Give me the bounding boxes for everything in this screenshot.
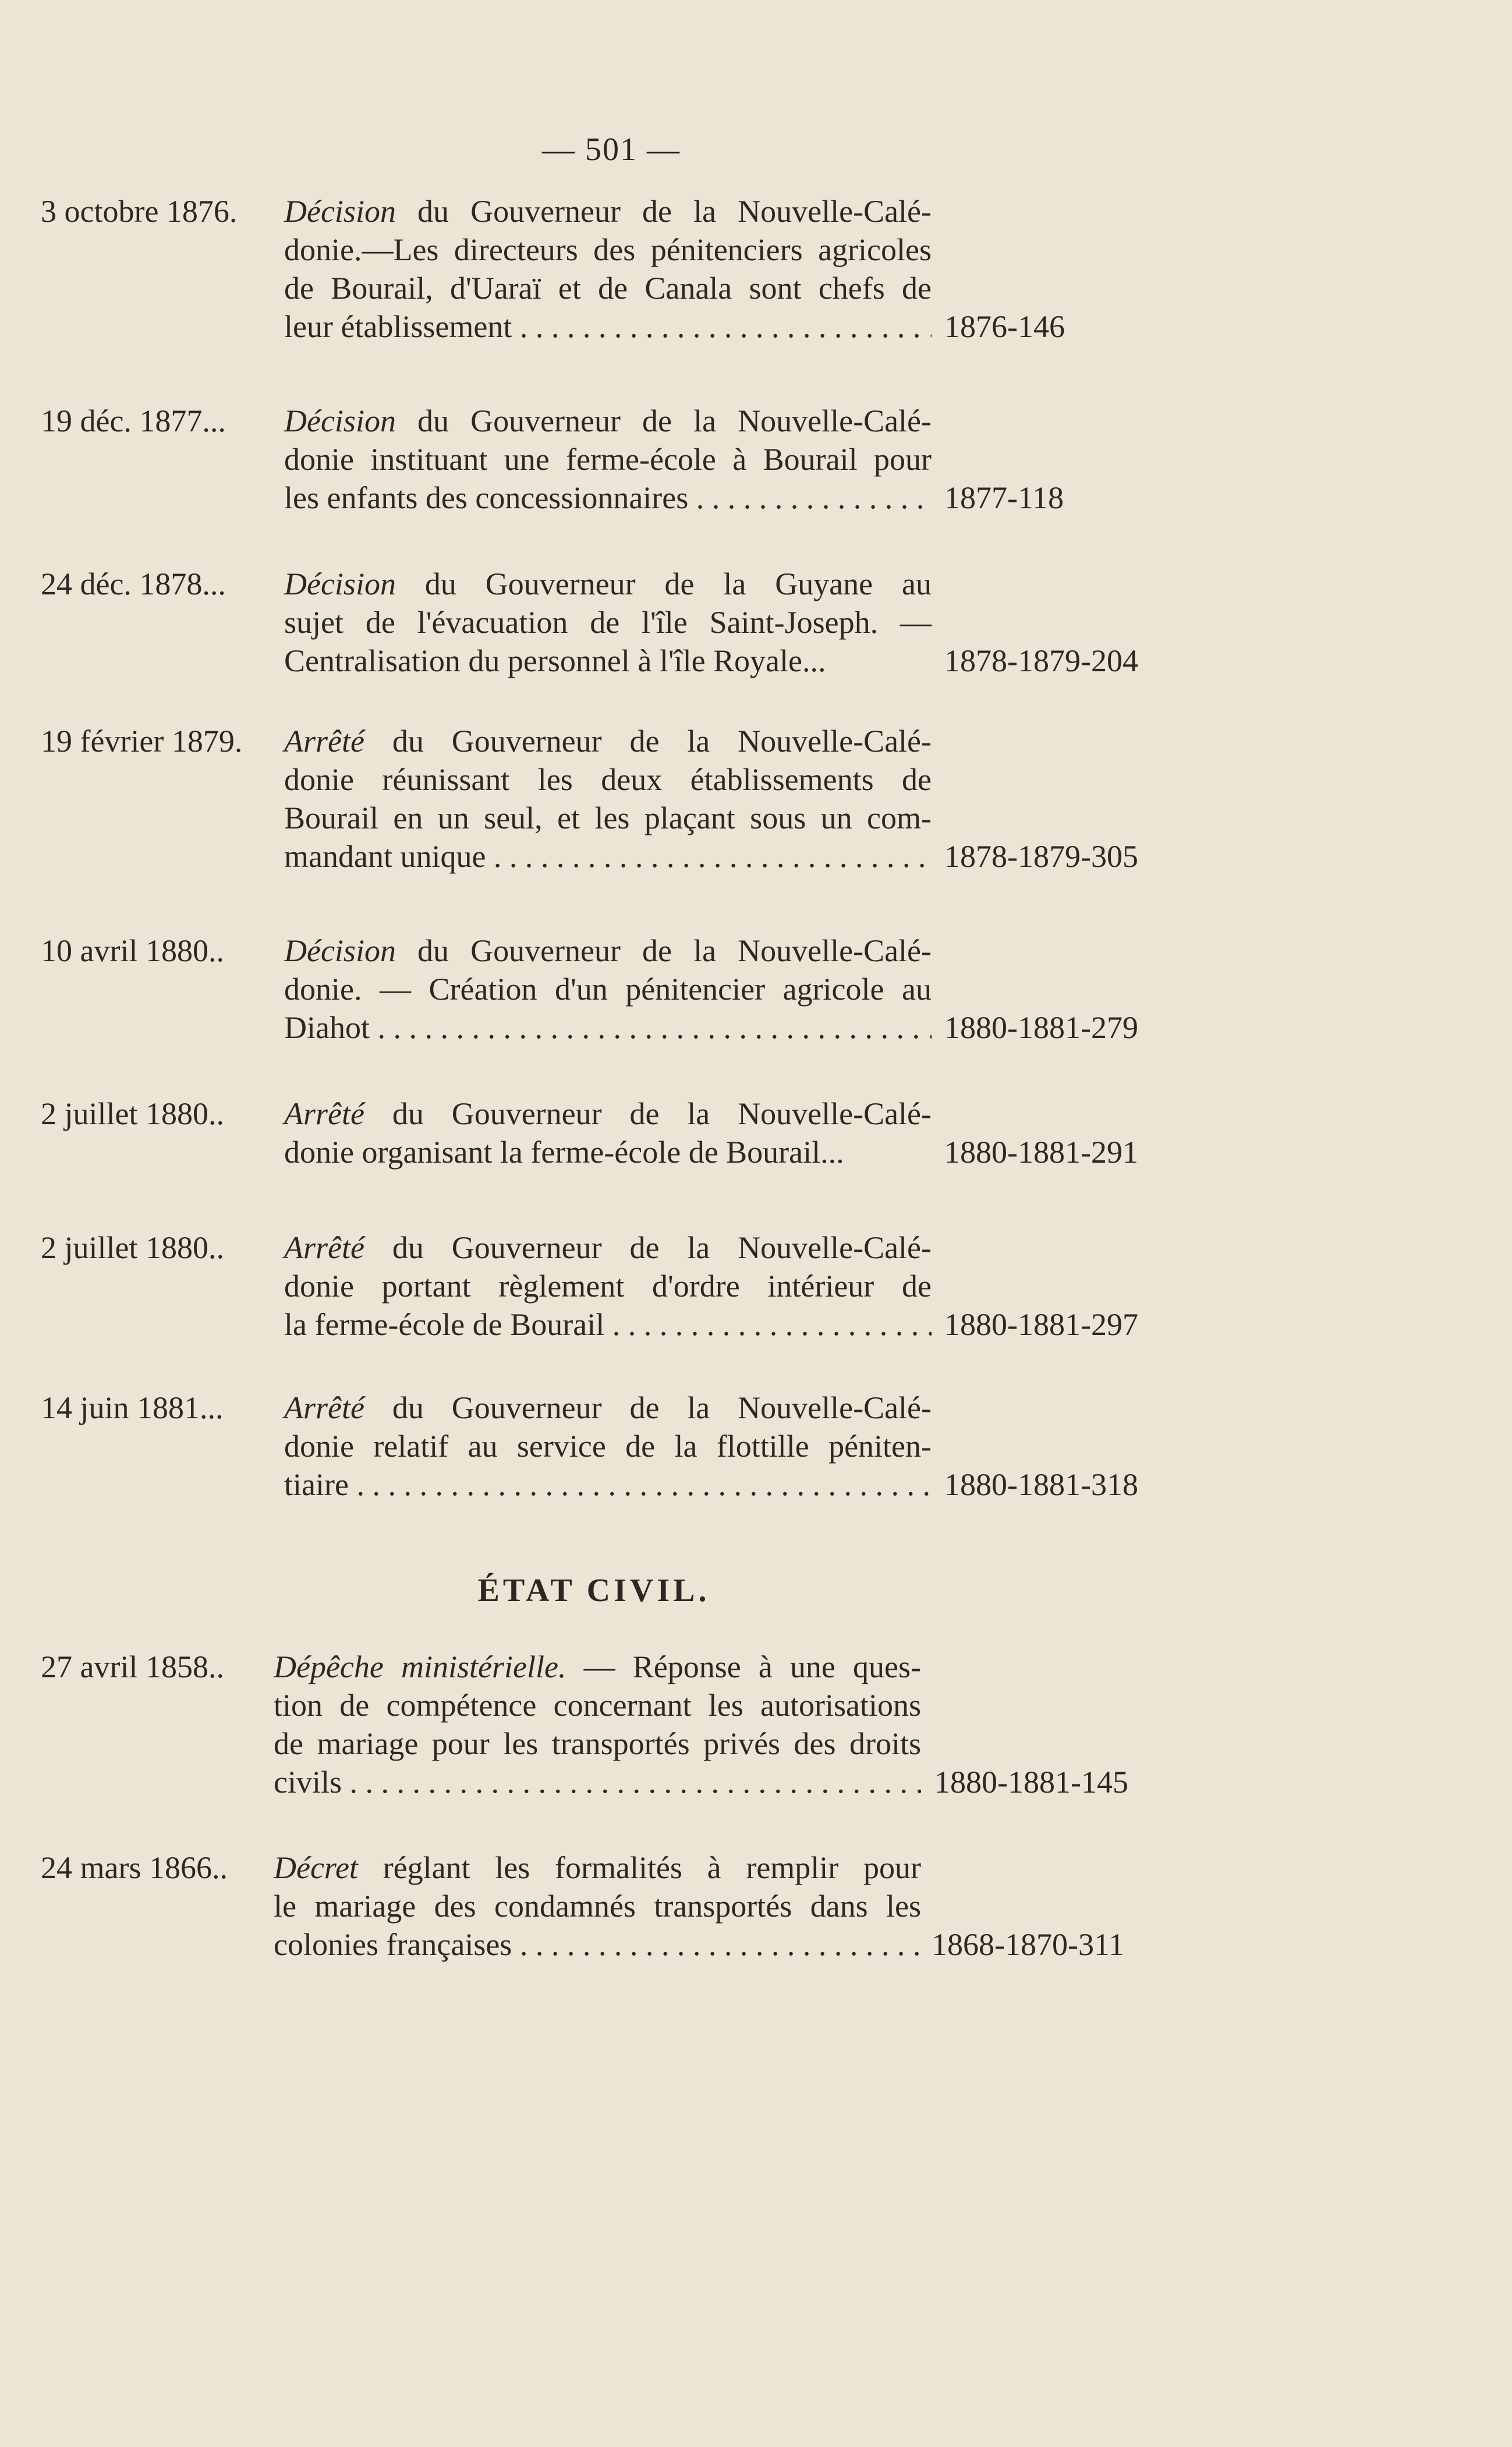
entry-line: de Bourail, d'Uaraï et de Canala sont chefs de — [284, 271, 932, 306]
entry-text — [274, 1648, 921, 1801]
entry-text — [284, 402, 932, 517]
entry-last-line: Centralisation du personnel à l'île Royale... — [284, 643, 826, 678]
entry-text — [284, 192, 932, 346]
entry-date: 19 déc. 1877... — [41, 403, 226, 438]
entry-line: donie.—Les directeurs des pénitenciers agricoles — [284, 232, 932, 267]
entry-kind: Arrêté — [284, 1096, 364, 1131]
entry-line-text: — Réponse à une ques- — [566, 1649, 921, 1684]
entry-line — [284, 1228, 932, 1267]
entry-kind: Dépêche ministérielle. — [274, 1649, 566, 1684]
entry-line-text: du Gouverneur de la Guyane au — [395, 566, 932, 601]
entry-date: 2 juillet 1880.. — [41, 1230, 224, 1265]
entry-line: Bourail en un seul, et les plaçant sous un com- — [284, 801, 932, 835]
entry-reference: 1876-146 — [944, 309, 1065, 344]
entry-last-text: mandant unique . . . — [284, 837, 932, 876]
entry-kind: Arrêté — [284, 1390, 364, 1425]
entry-line — [284, 1095, 932, 1133]
entry-line-text: du Gouverneur de la Nouvelle-Calé- — [364, 1230, 932, 1265]
entry-date: 19 février 1879. — [41, 724, 243, 759]
entry-text — [284, 1228, 932, 1344]
entry-line-text: du Gouverneur de la Nouvelle-Calé- — [364, 1390, 932, 1425]
entry-reference: 1868-1870-311 — [932, 1927, 1124, 1962]
entry-date: 14 juin 1881... — [41, 1390, 224, 1425]
entry-last-text: Diahot . . . — [284, 1008, 932, 1047]
entry-last-line — [284, 307, 932, 346]
entry-line — [284, 1389, 932, 1427]
entry-reference: 1880-1881-318 — [944, 1467, 1138, 1502]
entry-last-text: civils . . . — [274, 1763, 921, 1801]
entry-text — [284, 1095, 932, 1171]
entry-date: 3 octobre 1876. — [41, 194, 238, 229]
entry-line-text: du Gouverneur de la Nouvelle-Calé- — [395, 403, 932, 438]
entry-last-text: les enfants des concessionnaires . . . — [284, 479, 932, 517]
entry-line — [274, 1848, 921, 1887]
entry-date: 24 mars 1866.. — [41, 1850, 228, 1885]
entry-text — [284, 1389, 932, 1504]
entry-date: 24 déc. 1878... — [41, 566, 226, 601]
entry-line: donie relatif au service de la flottille péniten- — [284, 1429, 932, 1464]
entry-kind: Décision — [284, 403, 396, 438]
entry-kind: Décision — [284, 194, 396, 229]
entry-last-line — [284, 1465, 932, 1504]
entry-date: 10 avril 1880.. — [41, 933, 224, 968]
entry-last-line — [284, 1305, 932, 1344]
entry-text — [284, 722, 932, 876]
entry-line: tion de compétence concernant les autorisations — [274, 1688, 921, 1723]
entry-line-text: réglant les formalités à remplir pour — [357, 1850, 921, 1885]
entry-text — [274, 1848, 921, 1964]
entry-line — [284, 722, 932, 760]
entry-last-line — [274, 1763, 921, 1801]
entry-last-text: la ferme-école de Bourail . . . — [284, 1305, 932, 1344]
entry-last-line — [284, 1008, 932, 1047]
section-heading: ÉTAT CIVIL. — [477, 1573, 710, 1609]
entry-last-line — [274, 1925, 921, 1964]
entry-date: 2 juillet 1880.. — [41, 1096, 224, 1131]
entry-line-text: du Gouverneur de la Nouvelle-Calé- — [395, 194, 932, 229]
entry-line: de mariage pour les transportés privés des droits — [274, 1726, 921, 1761]
entry-line-text: du Gouverneur de la Nouvelle-Calé- — [395, 933, 932, 968]
entry-line — [284, 402, 932, 440]
entry-date: 27 avril 1858.. — [41, 1649, 224, 1684]
entry-line — [284, 932, 932, 970]
entry-reference: 1880-1881-291 — [944, 1135, 1138, 1170]
entry-line-text: du Gouverneur de la Nouvelle-Calé- — [364, 724, 932, 759]
entry-kind: Décision — [284, 566, 396, 601]
entry-line: donie instituant une ferme-école à Bourail pour — [284, 442, 932, 477]
entry-last-line — [284, 837, 932, 876]
entry-last-text: tiaire . . . — [284, 1465, 932, 1504]
entry-text — [284, 565, 932, 680]
entry-last-text: colonies françaises . . . — [274, 1925, 921, 1964]
entry-kind: Arrêté — [284, 1230, 364, 1265]
entry-line-text: du Gouverneur de la Nouvelle-Calé- — [364, 1096, 932, 1131]
entry-kind: Décision — [284, 933, 396, 968]
entry-line: donie. — Création d'un pénitencier agricole au — [284, 972, 932, 1007]
entry-reference: 1877-118 — [944, 480, 1064, 515]
entry-kind: Arrêté — [284, 724, 364, 759]
entry-last-line — [284, 479, 932, 517]
page-number: — 501 — — [542, 132, 681, 168]
entry-line: donie réunissant les deux établissements de — [284, 762, 932, 797]
entry-reference: 1880-1881-279 — [944, 1010, 1138, 1045]
entry-kind: Décret — [274, 1850, 358, 1885]
entry-line — [274, 1648, 921, 1686]
entry-last-line: donie organisant la ferme-école de Bourail... — [284, 1135, 844, 1170]
entry-line: donie portant règlement d'ordre intérieur de — [284, 1269, 932, 1304]
entry-last-text: leur établissement . . . — [284, 307, 932, 346]
entry-text — [284, 932, 932, 1047]
entry-reference: 1878-1879-204 — [944, 643, 1138, 678]
entry-line — [284, 565, 932, 603]
entry-reference: 1880-1881-145 — [934, 1765, 1128, 1800]
entry-line: sujet de l'évacuation de l'île Saint-Joseph. — — [284, 605, 932, 640]
entry-line — [284, 192, 932, 231]
entry-line: le mariage des condamnés transportés dans les — [274, 1889, 921, 1924]
entry-reference: 1880-1881-297 — [944, 1307, 1138, 1342]
entry-reference: 1878-1879-305 — [944, 839, 1138, 874]
